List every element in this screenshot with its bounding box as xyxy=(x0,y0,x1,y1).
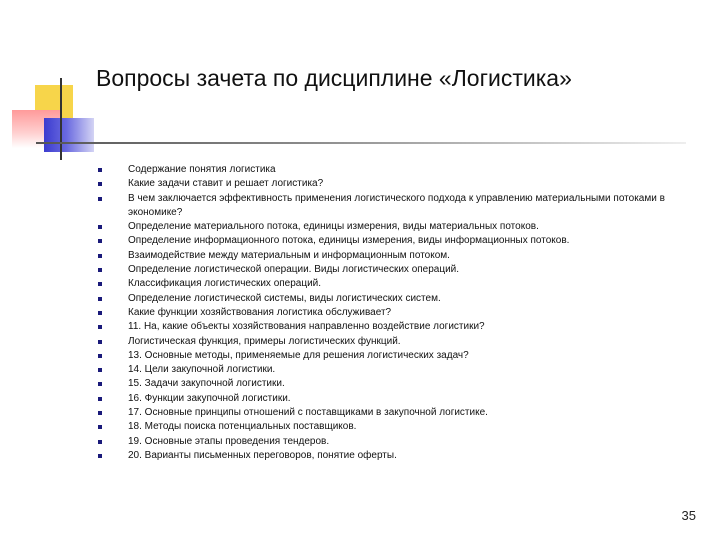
bullet-icon xyxy=(98,368,102,372)
bullet-icon xyxy=(98,297,102,301)
page-number: 35 xyxy=(681,508,696,523)
bullet-icon xyxy=(98,382,102,386)
list-item-text: 18. Методы поиска потенциальных поставщиков. xyxy=(128,421,357,433)
question-list xyxy=(98,163,678,463)
list-item-text: Определение материального потока, единицы измерения, виды материальных потоков. xyxy=(128,221,539,233)
list-item xyxy=(98,277,678,291)
bullet-icon xyxy=(98,340,102,344)
bullet-icon xyxy=(98,397,102,401)
list-item-text: 15. Задачи закупочной логистики. xyxy=(128,378,285,390)
bullet-icon xyxy=(98,182,102,186)
list-item xyxy=(98,449,678,463)
list-item-text: 13. Основные методы, применяемые для решения логистических задач? xyxy=(128,349,469,361)
decor-vertical-line xyxy=(60,78,62,160)
bullet-icon xyxy=(98,282,102,286)
bullet-icon xyxy=(98,197,102,201)
list-item xyxy=(98,392,678,406)
list-item-text: 11. На, какие объекты хозяйствования направленно воздействие логистики? xyxy=(128,321,485,333)
list-item xyxy=(98,377,678,391)
bullet-icon xyxy=(98,440,102,444)
list-item-text: 19. Основные этапы проведения тендеров. xyxy=(128,435,330,447)
list-item xyxy=(98,292,678,306)
bullet-icon xyxy=(98,268,102,272)
decor-blue-square xyxy=(44,118,94,152)
list-item xyxy=(98,249,678,263)
list-item-text: 20. Варианты письменных переговоров, понятие оферты. xyxy=(128,449,397,461)
list-item-text: Какие функции хозяйствования логистика обслуживает? xyxy=(128,306,392,318)
list-item xyxy=(98,435,678,449)
bullet-icon xyxy=(98,411,102,415)
bullet-icon xyxy=(98,425,102,429)
list-item-text: Классификация логистических операций. xyxy=(128,278,322,290)
bullet-icon xyxy=(98,311,102,315)
list-item xyxy=(98,234,678,248)
list-item-text: Логистическая функция, примеры логистических функций. xyxy=(128,335,401,347)
slide-title: Вопросы зачета по дисциплине «Логистика» xyxy=(96,65,572,91)
list-item-text: В чем заключается эффективность применения логистического подхода к управлению материальными потоками в экономике? xyxy=(128,192,665,218)
list-item xyxy=(98,406,678,420)
list-item xyxy=(98,263,678,277)
list-item-text: Взаимодействие между материальным и информационным потоком. xyxy=(128,249,450,261)
list-item xyxy=(98,306,678,320)
list-item xyxy=(98,163,678,177)
list-item-text: Содержание понятия логистика xyxy=(128,164,276,175)
list-item xyxy=(98,177,678,191)
list-item xyxy=(98,420,678,434)
title-underline xyxy=(36,142,686,144)
list-item-text: Определение логистической системы, виды логистических систем. xyxy=(128,292,441,304)
bullet-icon xyxy=(98,225,102,229)
list-item-text: 17. Основные принципы отношений с поставщиками в закупочной логистике. xyxy=(128,407,488,419)
list-item xyxy=(98,335,678,349)
list-item xyxy=(98,192,678,221)
bullet-icon xyxy=(98,354,102,358)
list-item xyxy=(98,320,678,334)
list-item-text: 14. Цели закупочной логистики. xyxy=(128,364,276,376)
bullet-icon xyxy=(98,325,102,329)
list-item-text: Какие задачи ставит и решает логистика? xyxy=(128,178,324,190)
list-item-text: Определение логистической операции. Виды логистических операций. xyxy=(128,264,460,276)
bullet-icon xyxy=(98,254,102,258)
bullet-icon xyxy=(98,168,102,172)
list-item xyxy=(98,363,678,377)
list-item xyxy=(98,220,678,234)
list-item-text: 16. Функции закупочной логистики. xyxy=(128,392,291,404)
list-item xyxy=(98,349,678,363)
list-item-text: Определение информационного потока, единицы измерения, виды информационных потоков. xyxy=(128,235,570,247)
bullet-icon xyxy=(98,454,102,458)
bullet-icon xyxy=(98,239,102,243)
